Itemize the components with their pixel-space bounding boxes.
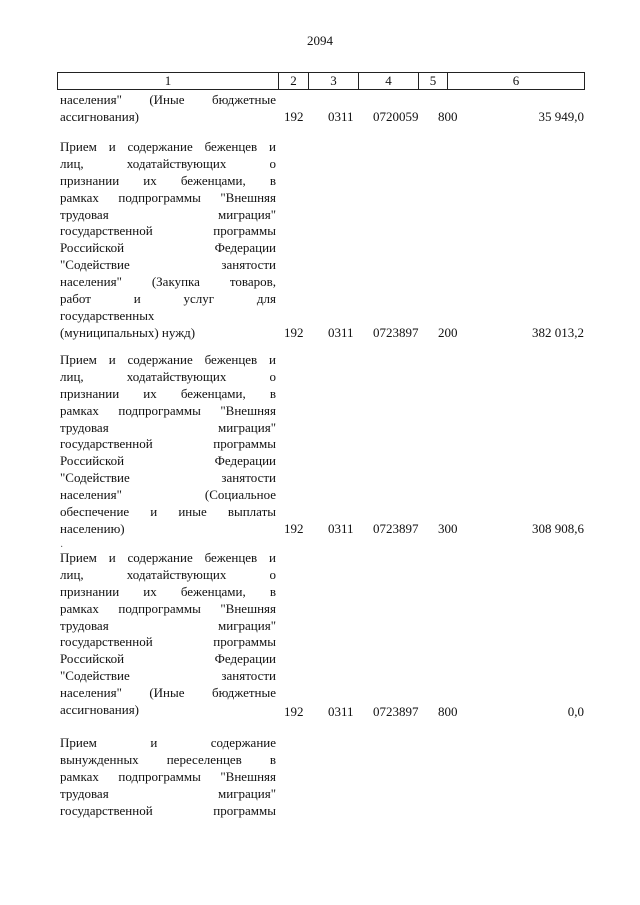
- header-col-2: 2: [279, 73, 309, 89]
- desc-line: "Содействие занятости: [60, 257, 276, 273]
- header-col-4: 4: [359, 73, 419, 89]
- expense-type-code: 300: [438, 521, 458, 536]
- row-description: [60, 92, 276, 126]
- amount: 35 949,0: [538, 109, 584, 124]
- desc-line: государственной программы: [60, 223, 276, 239]
- desc-line: ассигнования): [60, 702, 140, 718]
- desc-line: государственной программы: [60, 634, 276, 650]
- header-col-1: 1: [58, 73, 279, 89]
- desc-line: признании их беженцами, в: [60, 172, 276, 188]
- desc-line: трудовая миграция": [60, 617, 276, 633]
- target-article-code: 0723897: [373, 521, 419, 536]
- desc-line: Прием и содержание: [60, 735, 276, 750]
- desc-line: признании их беженцами, в: [60, 583, 276, 599]
- desc-line: обеспечение и иные выплаты: [60, 504, 276, 520]
- desc-line: признании их беженцами, в: [60, 385, 276, 401]
- desc-line: Российской Федерации: [60, 240, 276, 256]
- amount: 308 908,6: [532, 521, 584, 536]
- ved-code: 192: [284, 704, 304, 719]
- row-description: [60, 550, 276, 719]
- desc-line: работ и услуг для: [60, 291, 276, 307]
- desc-line: "Содействие занятости: [60, 668, 276, 684]
- desc-line: Прием и содержание беженцев и: [60, 139, 276, 154]
- row-description: [60, 139, 276, 342]
- desc-line: трудовая миграция": [60, 206, 276, 222]
- desc-line: рамках подпрограммы "Внешняя: [60, 768, 276, 784]
- desc-line: рамках подпрограммы "Внешняя: [60, 402, 276, 418]
- header-col-3: 3: [309, 73, 359, 89]
- target-article-code: 0723897: [373, 704, 419, 719]
- ved-code: 192: [284, 521, 304, 536]
- row-description: [60, 352, 276, 538]
- desc-line: Российской Федерации: [60, 453, 276, 469]
- expense-type-code: 200: [438, 325, 458, 340]
- desc-line: трудовая миграция": [60, 419, 276, 435]
- desc-line: населению): [60, 520, 125, 536]
- section-code: 0311: [328, 521, 354, 536]
- section-code: 0311: [328, 109, 354, 124]
- desc-line: населения" (Иные бюджетные: [60, 685, 276, 701]
- desc-line: трудовая миграция": [60, 785, 276, 801]
- amount: 382 013,2: [532, 325, 584, 340]
- ved-code: 192: [284, 325, 304, 340]
- desc-line: ассигнования): [60, 108, 140, 124]
- desc-line: населения" (Закупка товаров,: [60, 274, 276, 290]
- expense-type-code: 800: [438, 704, 458, 719]
- stray-mark: ·: [60, 542, 64, 553]
- target-article-code: 0720059: [373, 109, 419, 124]
- target-article-code: 0723897: [373, 325, 419, 340]
- section-code: 0311: [328, 325, 354, 340]
- desc-line: вынужденных переселенцев в: [60, 751, 276, 767]
- desc-line: лиц, ходатайствующих о: [60, 155, 276, 171]
- table-header: [57, 72, 585, 90]
- desc-line: населения" (Социальное: [60, 487, 276, 503]
- header-col-5: 5: [419, 73, 448, 89]
- desc-line: рамках подпрограммы "Внешняя: [60, 600, 276, 616]
- desc-line: рамках подпрограммы "Внешняя: [60, 189, 276, 205]
- desc-line: лиц, ходатайствующих о: [60, 566, 276, 582]
- desc-line: Прием и содержание беженцев и: [60, 352, 276, 367]
- ved-code: 192: [284, 109, 304, 124]
- amount: 0,0: [567, 704, 584, 719]
- header-col-6: 6: [512, 73, 520, 88]
- row-description: [60, 735, 276, 819]
- desc-line: Российской Федерации: [60, 651, 276, 667]
- desc-line: населения" (Иные бюджетные: [60, 92, 276, 107]
- expense-type-code: 800: [438, 109, 458, 124]
- desc-line: лиц, ходатайствующих о: [60, 368, 276, 384]
- desc-line: государственной программы: [60, 802, 276, 818]
- page-number: 2094: [307, 33, 333, 48]
- section-code: 0311: [328, 704, 354, 719]
- desc-line: Прием и содержание беженцев и: [60, 550, 276, 565]
- desc-line: государственных: [60, 307, 155, 323]
- desc-line: государственной программы: [60, 436, 276, 452]
- desc-line: (муниципальных) нужд): [60, 324, 196, 340]
- desc-line: "Содействие занятости: [60, 470, 276, 486]
